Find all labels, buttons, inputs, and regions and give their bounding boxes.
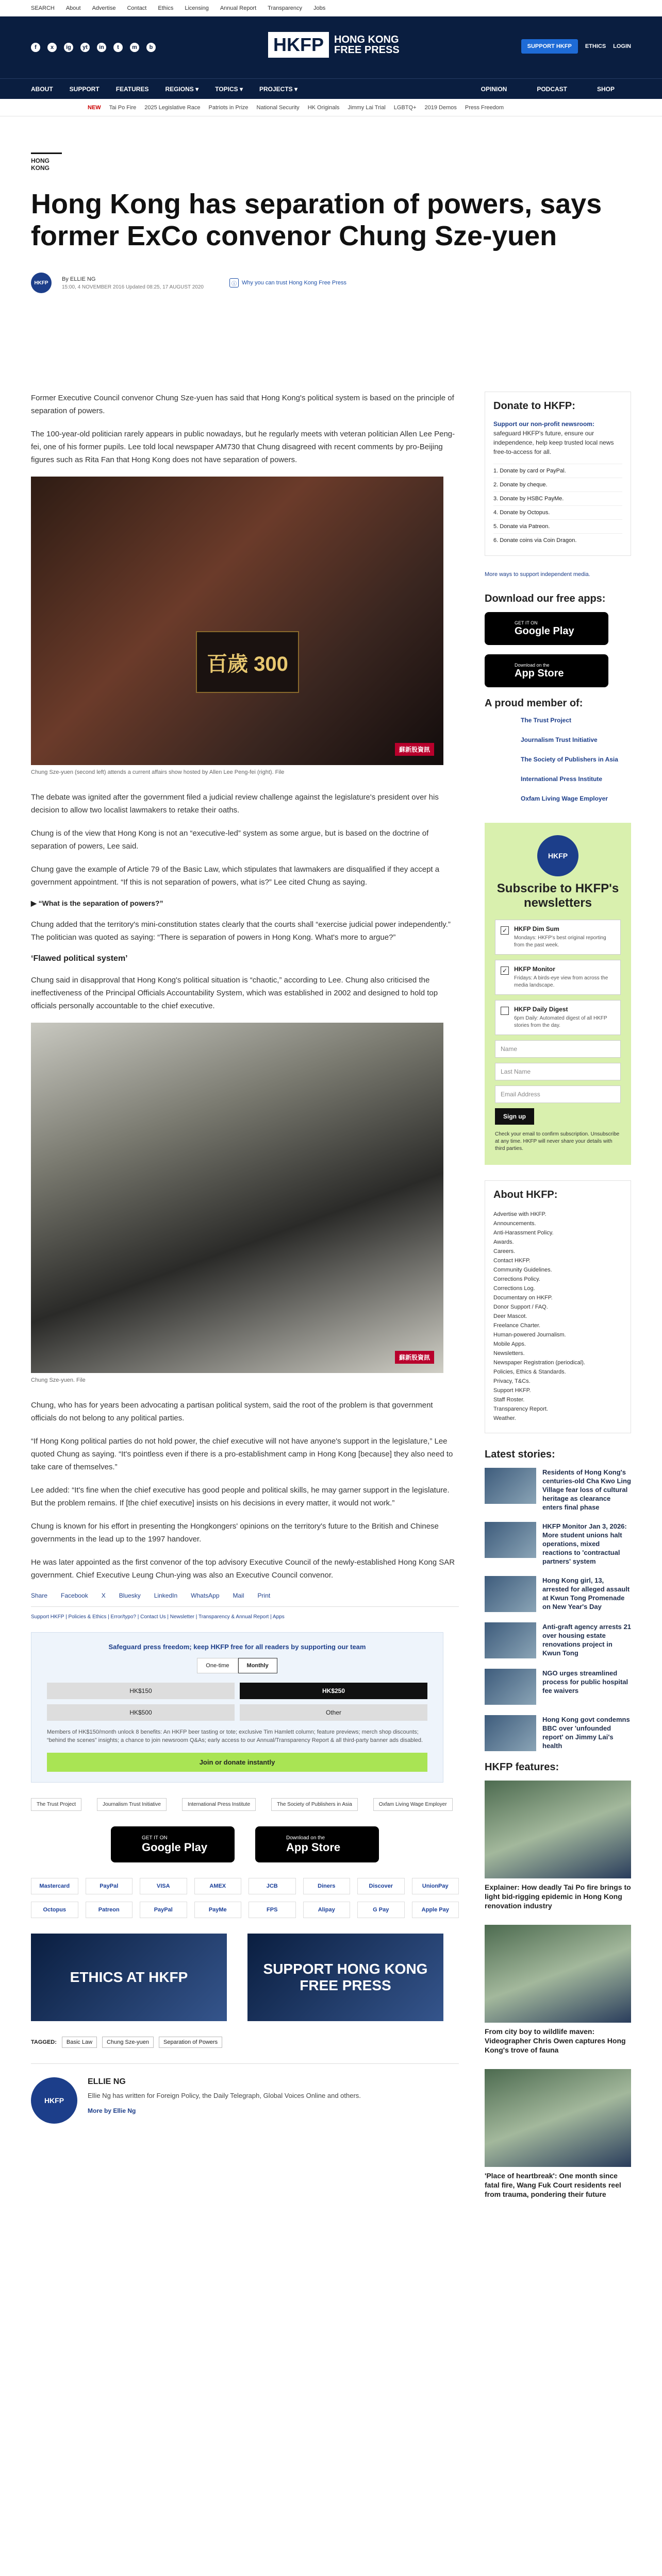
article-paragraph: Former Executive Council convenor Chung Sze-yuen has said that Hong Kong's political system is based on the principle of separation of powers.	[31, 394, 454, 415]
photo-watermark: 蘇新股資訊	[395, 743, 434, 756]
login-link[interactable]: LOGIN	[613, 43, 631, 49]
feature-story[interactable]	[485, 1781, 631, 1910]
author-name[interactable]: ELLIE NG	[88, 2077, 126, 2086]
publish-date: 15:00, 4 NOVEMBER 2016 Updated 08:25, 17 AUGUST 2020	[62, 284, 204, 290]
story-title[interactable]: HKFP Monitor Jan 3, 2026: More student unions halt operations, mixed reactions to 'contractual partners' system	[542, 1522, 627, 1565]
article-title: Hong Kong has separation of powers, says former ExCo convenor Chung Sze-yuen	[31, 189, 602, 251]
share-button[interactable]: LinkedIn	[154, 1592, 178, 1599]
payment-icon: G Pay	[357, 1902, 405, 1918]
trending-bar	[0, 99, 662, 116]
trending-link[interactable]: 2019 Demos	[424, 104, 457, 111]
member-title: A proud member of:	[485, 698, 583, 709]
about-link[interactable]: Careers.	[493, 1248, 516, 1255]
author-bio: Ellie Ng has written for Foreign Policy, the Daily Telegraph, Global Voices Online and others.	[88, 2092, 361, 2099]
store-big: Google Play	[515, 625, 574, 637]
article-paragraph: Chung is of the view that Hong Kong is not an “executive-led” system as some argue, but is based on the doctrine of separation of powers, Lee said.	[31, 829, 429, 851]
author-avatar[interactable]: HKFP	[31, 273, 52, 293]
topbar-link[interactable]: Advertise	[92, 5, 116, 11]
about-link[interactable]: Newsletters.	[493, 1350, 525, 1357]
nav-item[interactable]: SUPPORT	[69, 85, 100, 93]
member-benefits: Members of HK$150/month unlock 8 benefits: An HKFP beer tasting or tote; exclusive Tim Hamlett column; feature previews; merch shop discounts; “behind the scenes” insights; a chance to join newsroom Q&As; early access to our Annual/Transparency Report & all third-party banner ads disabled.	[47, 1729, 423, 1743]
payment-icon: AMEX	[194, 1878, 242, 1894]
article-paragraph: Lee added: “It's fine when the chief executive has good people and political skills, he may garner support in the legislature. But the problem remains. If [the chief executive] insists on his decisions in every matter, it would not work.”	[31, 1486, 450, 1507]
newsletter-desc: Mondays: HKFP's best original reporting from the past week.	[514, 935, 606, 948]
payment-methods	[31, 1878, 459, 1918]
trending-link[interactable]: Press Freedom	[465, 104, 504, 111]
newsletter-option[interactable]	[495, 960, 621, 995]
topbar-link[interactable]: Annual Report	[220, 5, 257, 11]
about-link[interactable]: Donor Support / FAQ.	[493, 1304, 548, 1310]
nav-item[interactable]: TOPICS ▾	[215, 85, 243, 93]
article-paragraph: Chung is known for his effort in presenting the Hongkongers' opinions on the territory's future to the British and Chinese governments in the lead up to the 1997 handover.	[31, 1522, 439, 1544]
share-button[interactable]: WhatsApp	[191, 1592, 220, 1599]
about-link[interactable]: Privacy, T&Cs.	[493, 1378, 531, 1384]
support-hkfp-button[interactable]: SUPPORT HKFP	[521, 39, 578, 54]
hkfp-logo[interactable]	[268, 32, 400, 58]
topbar-link[interactable]: Ethics	[158, 5, 174, 11]
social-icon[interactable]: yt	[80, 43, 90, 52]
share-button[interactable]: Facebook	[61, 1592, 88, 1599]
social-icon[interactable]: b	[146, 43, 156, 52]
tags-label: TAGGED:	[31, 2039, 57, 2045]
one-time-tab[interactable]: One-time	[197, 1658, 238, 1673]
about-link[interactable]: Contact HKFP.	[493, 1258, 531, 1264]
about-link[interactable]: Anti-Harassment Policy.	[493, 1230, 554, 1236]
social-icon[interactable]: in	[97, 43, 106, 52]
amount-option[interactable]: HK$150	[47, 1683, 235, 1699]
tag-list	[31, 2037, 459, 2048]
logo-mark: HKFP	[268, 32, 329, 58]
about-link[interactable]: Documentary on HKFP.	[493, 1295, 553, 1301]
article-paragraph: He was later appointed as the first convenor of the top advisory Executive Council of the newly-established Hong Kong SAR government. Chief Executive Leung Chun-ying was also an Executive Council convenor.	[31, 1558, 455, 1580]
app-store-badge[interactable]	[485, 654, 608, 687]
main-nav	[0, 78, 662, 99]
store-small: GET IT ON	[515, 620, 538, 625]
newsletter-desc: Fridays: A birds-eye view from across the media landscape.	[514, 975, 608, 988]
logo-line2: FREE PRESS	[334, 44, 400, 56]
newsletter-field[interactable]: Name	[495, 1040, 621, 1058]
amount-option[interactable]: Other	[240, 1704, 427, 1721]
article-photo-2	[31, 1023, 443, 1373]
payment-icon: PayPal	[140, 1902, 187, 1918]
more-by-author-link[interactable]: More by Ellie Ng	[88, 2107, 136, 2114]
member-logo[interactable]: International Press Institute	[521, 775, 603, 783]
feature-story[interactable]	[485, 2069, 631, 2199]
social-icon[interactable]: x	[47, 43, 57, 52]
share-button[interactable]: Print	[257, 1592, 271, 1599]
feature-title[interactable]: Explainer: How deadly Tai Po fire brings to light bid-rigging epidemic in Hong Kong renovation industry	[485, 1883, 631, 1910]
member-logo[interactable]: The Trust Project	[521, 717, 572, 724]
store-small: Download on the	[286, 1835, 325, 1841]
trust-link[interactable]: ⓘ Why you can trust Hong Kong Free Press	[229, 278, 346, 287]
payment-icon: Diners	[303, 1878, 351, 1894]
donate-option[interactable]: 2. Donate by cheque.	[493, 478, 622, 492]
social-icon[interactable]: t	[113, 43, 123, 52]
payment-icon: Discover	[357, 1878, 405, 1894]
payment-icon: VISA	[140, 1878, 187, 1894]
donation-widget	[31, 1632, 443, 1783]
about-link[interactable]: Corrections Policy.	[493, 1276, 540, 1282]
apps-title: Download our free apps:	[485, 593, 606, 604]
store-small: GET IT ON	[142, 1835, 168, 1841]
member-logo[interactable]: The Society of Publishers in Asia	[521, 756, 618, 763]
about-link[interactable]: Policies, Ethics & Standards.	[493, 1369, 566, 1375]
donate-intro: safeguard HKFP's future, ensure our independence, help keep trusted local news free-to-access for all.	[493, 430, 614, 455]
about-box	[485, 1180, 631, 1433]
author-avatar[interactable]: HKFP	[31, 2077, 77, 2124]
promo-banners	[31, 1934, 459, 2021]
donate-intro-bold: Support our non-profit newsroom:	[493, 420, 594, 428]
nav-item[interactable]: OPINION	[481, 85, 507, 93]
newsletter-name: HKFP Monitor	[514, 965, 555, 973]
article-paragraph: Chung gave the example of Article 79 of the Basic Law, which stipulates that lawmakers are disqualified if they accept a government appointment. “If this is not separation of powers, what is?” Lee cited Chung as saying.	[31, 865, 440, 887]
share-button[interactable]: Mail	[233, 1592, 244, 1599]
donate-option[interactable]: 4. Donate by Octopus.	[493, 505, 622, 519]
nav-item[interactable]: FEATURES	[115, 85, 149, 93]
about-link[interactable]: Transparency Report.	[493, 1406, 548, 1412]
article-paragraph: Chung, who has for years been advocating a partisan political system, said the root of the problem is that government officials do not belong to any political parties.	[31, 1401, 433, 1422]
newsletter-desc: 6pm Daily: Automated digest of all HKFP stories from the day.	[514, 1015, 607, 1028]
newsletter-option[interactable]	[495, 1000, 621, 1035]
photo-plaque: 百歲 300	[196, 631, 299, 693]
social-icon[interactable]: f	[31, 43, 40, 52]
payment-icon: JCB	[249, 1878, 296, 1894]
story-title[interactable]: NGO urges streamlined process for public hospital fee waivers	[542, 1669, 628, 1694]
support-promo[interactable]: SUPPORT HONG KONG FREE PRESS	[247, 1934, 443, 2021]
photo-watermark: 蘇新股資訊	[395, 1351, 434, 1364]
about-link[interactable]: Mobile Apps.	[493, 1341, 526, 1347]
latest-title: Latest stories:	[485, 1449, 555, 1460]
article-body	[31, 392, 459, 2124]
article-paragraph: “If Hong Kong political parties do not hold power, the chief executive will not have anyone's support in the legislature,” Lee quoted Chung as saying. “It's pointless even if there is a pro-establishment camp in Hong Kong [because] they also need to take care of themselves.”	[31, 1437, 453, 1471]
member-logo[interactable]: Oxfam Living Wage Employer	[521, 795, 608, 802]
signup-button[interactable]: Sign up	[495, 1108, 534, 1125]
article-paragraph: The 100-year-old politician rarely appears in public nowadays, but he regularly meets with veteran politician Allen Lee Peng-fei, one of his former pupils. Lee told local newspaper AM730 that Chung disagreed with recent comments by pro-Beijing figures such as Rita Fan that Hong Kong does not have separation of powers.	[31, 430, 455, 464]
latest-story[interactable]	[485, 1669, 631, 1705]
about-link[interactable]: Freelance Charter.	[493, 1323, 541, 1329]
store-big: App Store	[286, 1840, 341, 1854]
latest-story[interactable]	[485, 1576, 631, 1612]
policy-links[interactable]: Support HKFP | Policies & Ethics | Error/typo? | Contact Us | Newsletter | Transparency & Annual Report | Apps	[31, 1614, 285, 1620]
member-badge[interactable]: International Press Institute	[182, 1798, 256, 1811]
member-badge[interactable]: Oxfam Living Wage Employer	[373, 1798, 453, 1811]
latest-story[interactable]	[485, 1715, 631, 1751]
topbar-link[interactable]: SEARCH	[31, 5, 55, 11]
share-label: Share	[31, 1592, 48, 1599]
payment-icon: Mastercard	[31, 1878, 78, 1894]
story-thumbnail	[485, 1576, 536, 1612]
topbar-link[interactable]: About	[65, 5, 81, 11]
tag[interactable]: Separation of Powers	[159, 2037, 222, 2048]
latest-story[interactable]	[485, 1622, 631, 1658]
ethics-promo[interactable]: ETHICS AT HKFP	[31, 1934, 227, 2021]
trending-link[interactable]: LGBTQ+	[393, 104, 417, 111]
about-title: About HKFP:	[493, 1189, 558, 1200]
newsletter-signup	[485, 823, 631, 1165]
payment-icon: PayMe	[194, 1902, 242, 1918]
story-thumbnail	[485, 1522, 536, 1558]
topbar-link[interactable]: Transparency	[268, 5, 302, 11]
about-link[interactable]: Awards.	[493, 1239, 514, 1245]
section-subhead: ‘Flawed political system’	[31, 954, 128, 963]
member-badge[interactable]: The Trust Project	[31, 1798, 81, 1811]
payment-icon: FPS	[249, 1902, 296, 1918]
feature-thumbnail	[485, 1925, 631, 2023]
feature-thumbnail	[485, 2069, 631, 2167]
story-thumbnail	[485, 1715, 536, 1751]
explainer-expander[interactable]: ▶ “What is the separation of powers?”	[31, 899, 163, 907]
newsletter-logo: HKFP	[537, 835, 578, 876]
nav-item[interactable]: PODCAST	[537, 85, 567, 93]
topbar-link[interactable]: Jobs	[313, 5, 326, 11]
newsletter-name: HKFP Daily Digest	[514, 1006, 568, 1013]
about-link[interactable]: Newspaper Registration (periodical).	[493, 1360, 585, 1366]
store-big: App Store	[515, 667, 564, 679]
about-link[interactable]: Corrections Log.	[493, 1285, 535, 1292]
member-logo[interactable]: Journalism Trust Initiative	[521, 736, 598, 743]
feature-story[interactable]	[485, 1925, 631, 2055]
shield-icon: ⓘ	[229, 278, 239, 287]
topbar-link[interactable]: Contact	[127, 5, 147, 11]
byline	[31, 273, 631, 293]
trending-link[interactable]: Patriots in Prize	[208, 104, 249, 111]
share-bar	[31, 1592, 459, 1607]
monthly-tab[interactable]: Monthly	[238, 1658, 277, 1673]
frequency-toggle	[47, 1658, 427, 1673]
about-link[interactable]: Support HKFP.	[493, 1387, 531, 1394]
about-link[interactable]: Weather.	[493, 1415, 516, 1421]
newsletter-field[interactable]: Last Name	[495, 1063, 621, 1080]
nav-item[interactable]: ABOUT	[31, 85, 53, 93]
author-name[interactable]: By ELLIE NG	[62, 276, 96, 282]
logo-line1: HONG KONG	[334, 34, 399, 45]
tag[interactable]: Chung Sze-yuen	[102, 2037, 154, 2048]
newsletter-name: HKFP Dim Sum	[514, 925, 559, 933]
member-badge[interactable]: Journalism Trust Initiative	[97, 1798, 167, 1811]
article-paragraph: The debate was ignited after the government filed a judicial review challenge against the legislature's president over his decision to allow two localist lawmakers to retake their oaths.	[31, 793, 439, 815]
section-label[interactable]: HONG KONG	[31, 152, 62, 172]
payment-icon: PayPal	[86, 1878, 133, 1894]
features-title: HKFP features:	[485, 1761, 559, 1773]
join-button[interactable]: Join or donate instantly	[47, 1753, 427, 1772]
trending-link[interactable]: Tai Po Fire	[109, 104, 137, 111]
payment-icon: Apple Pay	[412, 1902, 459, 1918]
share-button[interactable]: X	[101, 1592, 106, 1599]
app-store-badge[interactable]	[111, 1826, 235, 1862]
social-icon[interactable]: m	[130, 43, 139, 52]
site-header	[0, 16, 662, 78]
story-title[interactable]: Anti-graft agency arrests 21 over housing estate renovations project in Kwun Tong	[542, 1623, 631, 1657]
amount-option[interactable]: HK$500	[47, 1704, 235, 1721]
donate-option[interactable]: 3. Donate by HSBC PayMe.	[493, 492, 622, 505]
new-badge: NEW	[88, 104, 101, 111]
latest-story[interactable]	[485, 1522, 631, 1566]
payment-icon: UnionPay	[412, 1878, 459, 1894]
newsletter-option[interactable]	[495, 920, 621, 955]
story-title[interactable]: Hong Kong govt condemns BBC over 'unfounded report' on Jimmy Lai's health	[542, 1716, 630, 1750]
member-badges	[31, 1798, 459, 1811]
story-thumbnail	[485, 1622, 536, 1658]
donate-option[interactable]: 1. Donate by card or PayPal.	[493, 464, 622, 478]
checkbox[interactable]	[501, 1007, 509, 1015]
story-thumbnail	[485, 1468, 536, 1504]
donate-sidebar-box	[485, 392, 631, 556]
feature-title[interactable]: 'Place of heartbreak': One month since fatal fire, Wang Fuk Court residents reel from trauma, pondering their future	[485, 2172, 621, 2198]
newsletter-title: Subscribe to HKFP's newsletters	[496, 882, 619, 910]
store-small: Download on the	[515, 662, 550, 668]
amount-option[interactable]: HK$250	[240, 1683, 427, 1699]
donate-heading: Safeguard press freedom; keep HKFP free for all readers by supporting our team	[108, 1643, 366, 1651]
checkbox[interactable]: ✓	[501, 926, 509, 935]
trending-link[interactable]: HK Originals	[307, 104, 340, 111]
member-badge[interactable]: The Society of Publishers in Asia	[271, 1798, 358, 1811]
about-link[interactable]: Deer Mascot.	[493, 1313, 527, 1319]
social-icon[interactable]: ig	[64, 43, 73, 52]
about-link[interactable]: Advertise with HKFP.	[493, 1211, 547, 1217]
article-paragraph: Chung added that the territory's mini-constitution states clearly that the courts shall “exercise judicial power independently.” The politician was quoted as saying: “There is separation of powers in Hong Kong. What's more to argue?”	[31, 920, 451, 942]
tag[interactable]: Basic Law	[62, 2037, 97, 2048]
nav-item[interactable]: SHOP	[597, 85, 615, 93]
photo-caption: Chung Sze-yuen (second left) attends a current affairs show hosted by Allen Lee Peng-fei (right). File	[31, 769, 285, 775]
story-thumbnail	[485, 1669, 536, 1705]
sidebar	[485, 392, 631, 2213]
payment-icon: Alipay	[303, 1902, 351, 1918]
newsletter-field[interactable]: Email Address	[495, 1086, 621, 1103]
latest-story[interactable]	[485, 1468, 631, 1512]
social-icons	[31, 43, 156, 52]
article-photo	[31, 477, 443, 765]
trending-link[interactable]: Jimmy Lai Trial	[347, 104, 386, 111]
story-title[interactable]: Hong Kong girl, 13, arrested for alleged assault at Kwun Tong Promenade on New Year's Day	[542, 1577, 630, 1611]
trending-link[interactable]: National Security	[256, 104, 300, 111]
amount-grid	[47, 1683, 427, 1721]
top-utility-bar	[0, 0, 662, 16]
author-box	[31, 2063, 459, 2124]
about-link[interactable]: Announcements.	[493, 1221, 536, 1227]
story-title[interactable]: Residents of Hong Kong's centuries-old Cha Kwo Ling Village fear loss of cultural heritage as clearance enters final phase	[542, 1468, 631, 1511]
nav-item[interactable]: REGIONS ▾	[165, 85, 199, 93]
app-store-row	[31, 1826, 459, 1862]
payment-icon: Octopus	[31, 1902, 78, 1918]
store-big: Google Play	[142, 1840, 208, 1854]
topbar-link[interactable]: Licensing	[185, 5, 209, 11]
about-link[interactable]: Human-powered Journalism.	[493, 1332, 566, 1338]
newsletter-fineprint: Check your email to confirm subscription. Unsubscribe at any time. HKFP will never share your details with third parties.	[495, 1131, 620, 1151]
donate-option[interactable]: 6. Donate coins via Coin Dragon.	[493, 533, 622, 547]
about-link[interactable]: Community Guidelines.	[493, 1267, 552, 1273]
trending-link[interactable]: 2025 Legislative Race	[144, 104, 201, 111]
app-store-badge[interactable]	[485, 612, 608, 645]
feature-title[interactable]: From city boy to wildlife maven: Videographer Chris Owen captures Hong Kong's trove of fauna	[485, 2027, 626, 2054]
nav-item[interactable]: PROJECTS ▾	[259, 85, 298, 93]
about-link[interactable]: Staff Roster.	[493, 1397, 525, 1403]
donate-option[interactable]: 5. Donate via Patreon.	[493, 519, 622, 533]
ethics-link[interactable]: ETHICS	[585, 43, 606, 49]
photo-caption: Chung Sze-yuen. File	[31, 1377, 86, 1383]
donate-title: Donate to HKFP:	[493, 400, 575, 412]
feature-thumbnail	[485, 1781, 631, 1878]
payment-icon: Patreon	[86, 1902, 133, 1918]
app-store-badge[interactable]	[255, 1826, 379, 1862]
more-ways-link[interactable]: More ways to support independent media.	[485, 571, 590, 578]
checkbox[interactable]: ✓	[501, 967, 509, 975]
share-button[interactable]: Bluesky	[119, 1592, 141, 1599]
article-paragraph: Chung said in disapproval that Hong Kong's political situation is “chaotic,” according to Lee. Chung also criticised the ineffectiveness of the Principal Officials Accountability System, which was established in 2002 and designed to hold top officials personally accountable to the chief executive.	[31, 976, 438, 1010]
